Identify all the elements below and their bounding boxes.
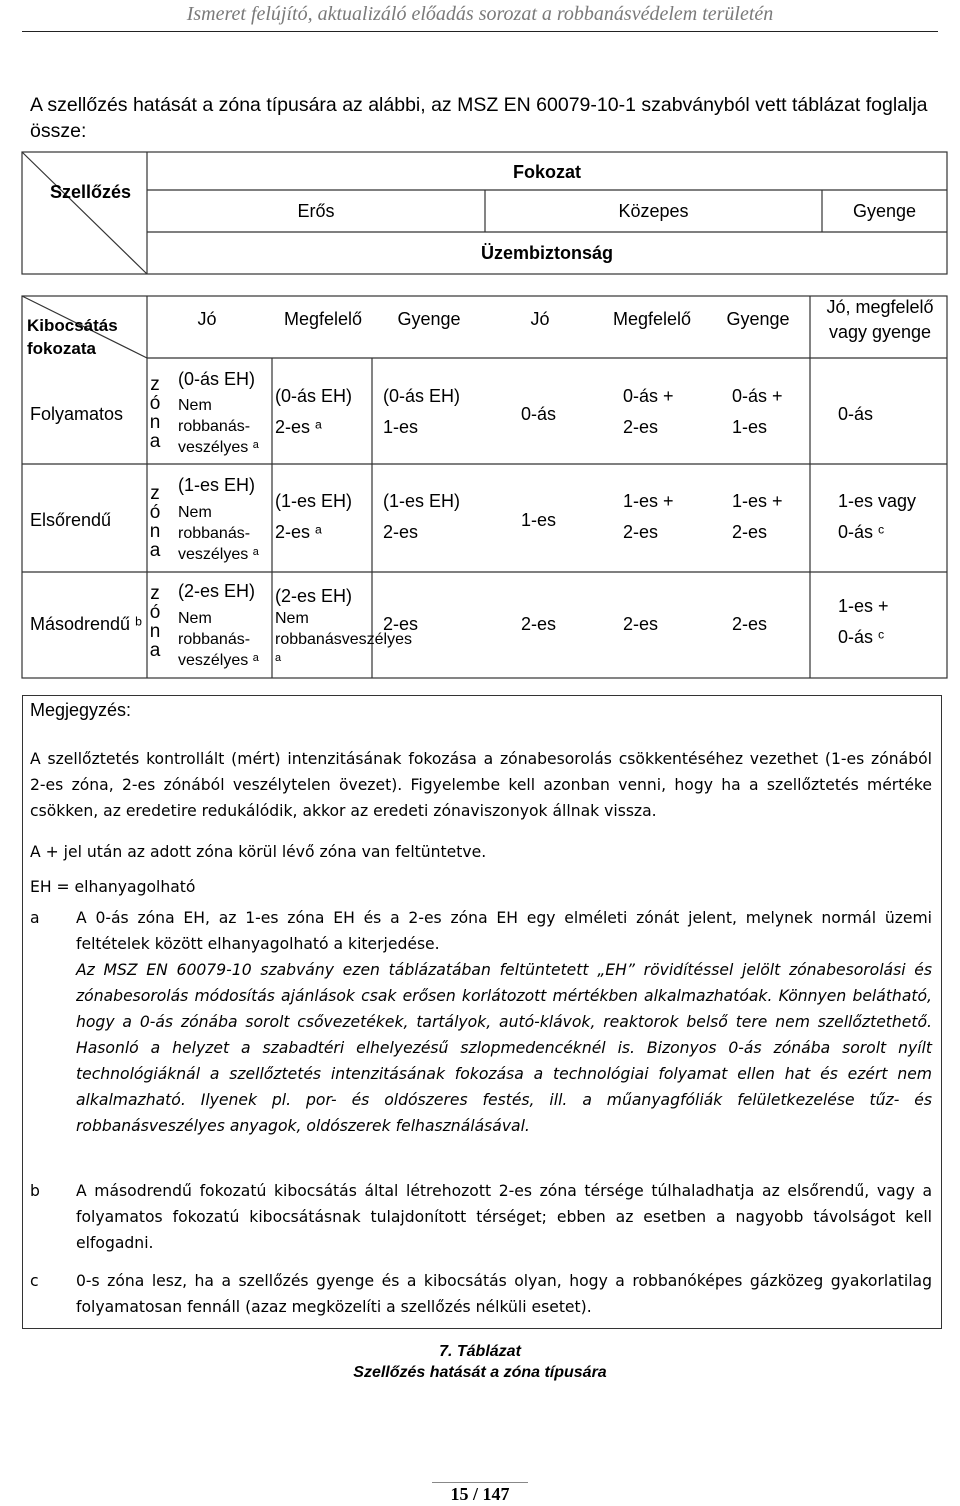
col-megfelelo-2: Megfelelő [612,309,692,329]
header-szellozes: Szellőzés [50,182,132,202]
r1-c1-note: Nem robbanás-veszélyes ᵃ [178,397,259,456]
note-a-text: A 0-ás zóna EH, az 1-es zóna EH és a 2-es zóna EH egy elméleti zónát jelent, melynek normál üzemi feltételek között elhanyagolható a kiterjedése. [76,909,932,953]
note-b-label: b [30,1182,40,1200]
header-uzembiztonsag: Üzembiztonság [480,243,613,263]
col-jo-2: Jó [530,309,550,329]
r2-c4: 1-es [521,510,557,530]
row-label-masodrendu: Másodrendű ᵇ [30,614,142,634]
header-eros: Erős [297,201,335,221]
r2-c1-top: (1-es EH) [178,475,256,495]
r3-c7-l1: 1-es + [838,596,889,616]
r3-c6: 2-es [732,614,768,634]
r1-c6-l1: 0-ás + [732,386,783,406]
r1-c1-top: (0-ás EH) [178,369,256,389]
r1-c7: 0-ás [838,404,874,424]
r2-c6-l2: 2-es [732,522,768,542]
r1-c2-l2: 2-es ᵃ [275,417,322,437]
col-jo-1: Jó [197,309,217,329]
r1-c3-l1: (0-ás EH) [383,386,461,406]
r1-c2-l1: (0-ás EH) [275,386,353,406]
note-a-italic: Az MSZ EN 60079-10 szabvány ezen táblázatában feltüntetett „EH” rövidítéssel jelölt zónabesorolási és zónabesorolás módosítás ajánlások csak erősen korlátozott mértékben alkalmazhatóak. Könnyen belátható, hogy a 0-ás zónába sorolt csővezetékek, tartályok, autó-klávok, reaktorok belső tere nem szellőztethető. Hasonló a helyzet a szabadtéri elhelyezésű szlopmedencéknél is. Bizonyos 0-ás zónába sorolt nyílt technológiáknál a szellőztetés intenzitásának fokozása a technológiai folyamat ellen hat és ezért nem alkalmazható. Ilyenek pl. por- és oldószeres festés, ill. a műanyagfóliák felületkezelése tűz- és robbanásveszélyes anyagok, oldószerek felhasználásával. [76,961,932,1135]
note-p1: A szellőztetés kontrollált (mért) intenzitásának fokozása a zónabesorolás csökkentéséhez vezethet (1-es zónából 2-es zóna, 2-es zónából veszélytelen övezet). Figyelembe kell azonban venni, hogy ha a szellőztetés mértéke csökken, az eredetire redukálódik, akkor az eredeti zónaviszonyok állnak vissza. [30,750,932,820]
col-gyenge-1: Gyenge [397,309,461,329]
r3-c1-top: (2-es EH) [178,581,256,601]
running-header: Ismeret felújító, aktualizáló előadás sorozat a robbanásvédelem területén [186,3,774,25]
header-gyenge: Gyenge [852,201,917,221]
r2-c2-l2: 2-es ᵃ [275,522,322,542]
col-megfelelo-1: Megfelelő [283,309,363,329]
row-label-elsorendu: Elsőrendű [30,510,112,530]
col-last: Jó, megfelelő vagy gyenge [826,297,934,342]
r1-c3-l2: 1-es [383,417,419,437]
note-b-text: A másodrendű fokozatú kibocsátás által létrehozott 2-es zóna térsége túlhaladhatja az elsőrendű, vagy a folyamatos fokozatú kibocsátásnak tulajdonított térséget; ebben az esetben a nagyobb távolságot kell elfogadni. [76,1182,932,1252]
note-p3: EH = elhanyagolható [30,878,196,896]
header-kibocsatas: Kibocsátás fokozata [27,316,118,358]
r3-c2-note: Nem robbanásveszélyes ᵃ [275,610,412,669]
r2-c5-l1: 1-es + [623,491,674,511]
r3-c5: 2-es [623,614,659,634]
r2-c5-l2: 2-es [623,522,659,542]
zona-label: zóna [149,483,161,561]
r3-c2-l1: (2-es EH) [275,586,353,606]
r1-c5-l1: 0-ás + [623,386,674,406]
r2-c7-l1: 1-es vagy [838,491,917,511]
caption-number: 7. Táblázat [439,1343,521,1360]
row-label-folyamatos: Folyamatos [30,404,124,424]
header-kozepes: Közepes [618,201,689,221]
r2-c3-l2: 2-es [383,522,419,542]
intro-paragraph: A szellőzés hatását a zóna típusára az alábbi, az MSZ EN 60079-10-1 szabványból vett táblázat foglalja össze: [30,94,928,142]
note-p2: A + jel után az adott zóna körül lévő zóna van feltüntetve. [30,843,487,861]
r3-c1-note: Nem robbanás-veszélyes ᵃ [178,610,259,669]
notes-title: Megjegyzés: [30,700,132,720]
r3-c3: 2-es [383,614,419,634]
r2-c1-note: Nem robbanás-veszélyes ᵃ [178,504,259,563]
r1-c4: 0-ás [521,404,557,424]
caption-title: Szellőzés hatását a zóna típusára [353,1364,607,1381]
r1-c6-l2: 1-es [732,417,768,437]
note-c-text: 0-s zóna lesz, ha a szellőzés gyenge és a kibocsátás olyan, hogy a robbanóképes gázközeg gyakorlatilag folyamatosan fennáll (azaz megközelíti a szellőzés nélküli esetet). [76,1272,932,1316]
col-gyenge-2: Gyenge [726,309,790,329]
header-fokozat: Fokozat [512,162,581,182]
zona-label: zóna [149,583,161,661]
page-number: 15 / 147 [450,1484,510,1504]
footer-rule [432,1482,528,1483]
note-c-label: c [30,1272,39,1290]
zona-label: zóna [149,374,161,452]
r1-c5-l2: 2-es [623,417,659,437]
r2-c2-l1: (1-es EH) [275,491,353,511]
r2-c6-l1: 1-es + [732,491,783,511]
r3-c7-l2: 0-ás ᶜ [838,627,885,647]
note-a-label: a [30,909,40,927]
r2-c7-l2: 0-ás ᶜ [838,522,885,542]
r3-c4: 2-es [521,614,557,634]
r2-c3-l1: (1-es EH) [383,491,461,511]
